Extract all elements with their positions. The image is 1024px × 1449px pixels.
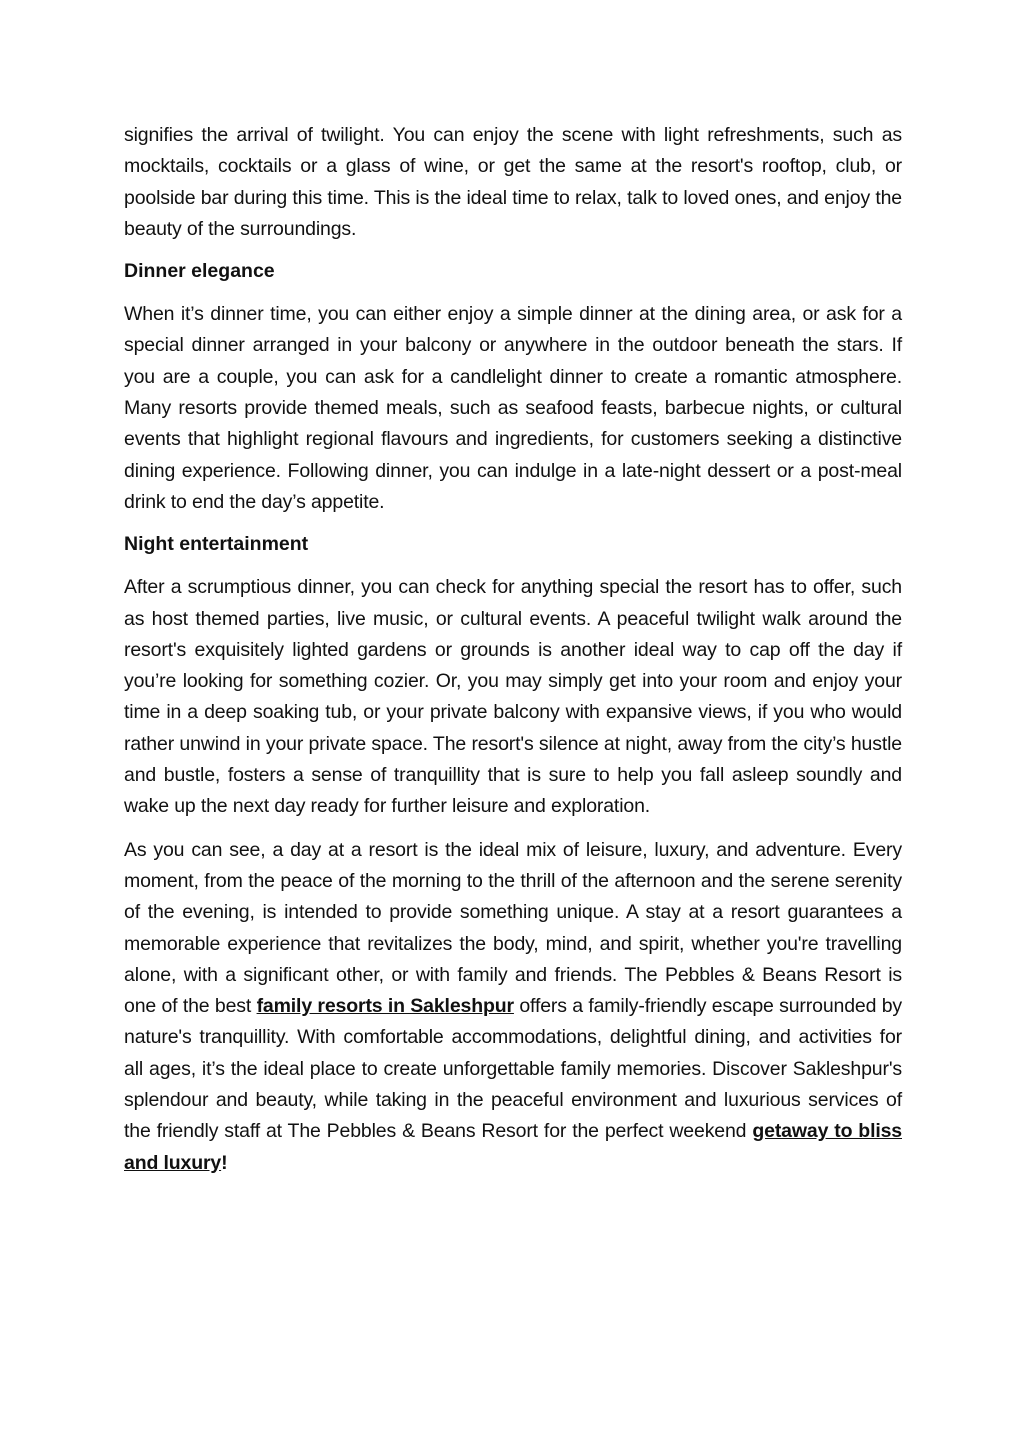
dinner-heading: Dinner elegance bbox=[124, 260, 275, 283]
night-heading: Night entertainment bbox=[124, 533, 309, 556]
conclusion-paragraph bbox=[124, 835, 902, 1179]
conclusion-text-1: As you can see, a day at a resort is the ideal mix of leisure, luxury, and adventure. Every moment, from the peace of the morning to the thrill of the afternoon and the serene serenity of the evening, is intended to provide something unique. A stay at a resort guarantees a memorable experience that revitalizes the body, mind, and spirit, whether you're travelling alone, with a significant other, or with family and friends. The Pebbles & Beans Resort is one of the best bbox=[124, 838, 902, 1018]
intro-paragraph: signifies the arrival of twilight. You can enjoy the scene with light refreshments, such as mocktails, cocktails or a glass of wine, or get the same at the resort's rooftop, club, or poolside bar during this time. This is the ideal time to relax, talk to loved ones, and enjoy the beauty of the surroundings. bbox=[124, 124, 902, 240]
family-resorts-link[interactable]: family resorts in Sakleshpur bbox=[256, 995, 514, 1018]
conclusion-exclamation: ! bbox=[221, 1151, 228, 1174]
getaway-link[interactable]: getaway to bliss and luxury bbox=[124, 1120, 902, 1174]
document-page bbox=[124, 120, 902, 1191]
conclusion-text-2: offers a family-friendly escape surrounded by nature's tranquillity. With comfortable accommodations, delightful dining, and activities for all ages, it’s the ideal place to create unforgettable family memories. Discover Sakleshpur's splendour and beauty, while taking in the peaceful environment and luxurious services of the friendly staff at The Pebbles & Beans Resort for the perfect weekend bbox=[124, 995, 902, 1143]
night-paragraph: After a scrumptious dinner, you can check for anything special the resort has to offer, such as host themed parties, live music, or cultural events. A peaceful twilight walk around the resort's exquisitely lighted gardens or grounds is another ideal way to cap off the day if you’re looking for something cozier. Or, you may simply get into your room and enjoy your time in a deep soaking tub, or your private balcony with expansive views, if you who would rather unwind in your private space. The resort's silence at night, away from the city’s hustle and bustle, fosters a sense of tranquillity that is sure to help you fall asleep soundly and wake up the next day ready for further leisure and exploration. bbox=[124, 576, 902, 818]
dinner-paragraph: When it’s dinner time, you can either enjoy a simple dinner at the dining area, or ask for a special dinner arranged in your balcony or anywhere in the outdoor beneath the stars. If you are a couple, you can ask for a candlelight dinner to create a romantic atmosphere. Many resorts provide themed meals, such as seafood feasts, barbecue nights, or cultural events that highlight regional flavours and ingredients, for customers seeking a distinctive dining experience. Following dinner, you can indulge in a late-night dessert or a post-meal drink to end the day’s appetite. bbox=[124, 303, 902, 513]
